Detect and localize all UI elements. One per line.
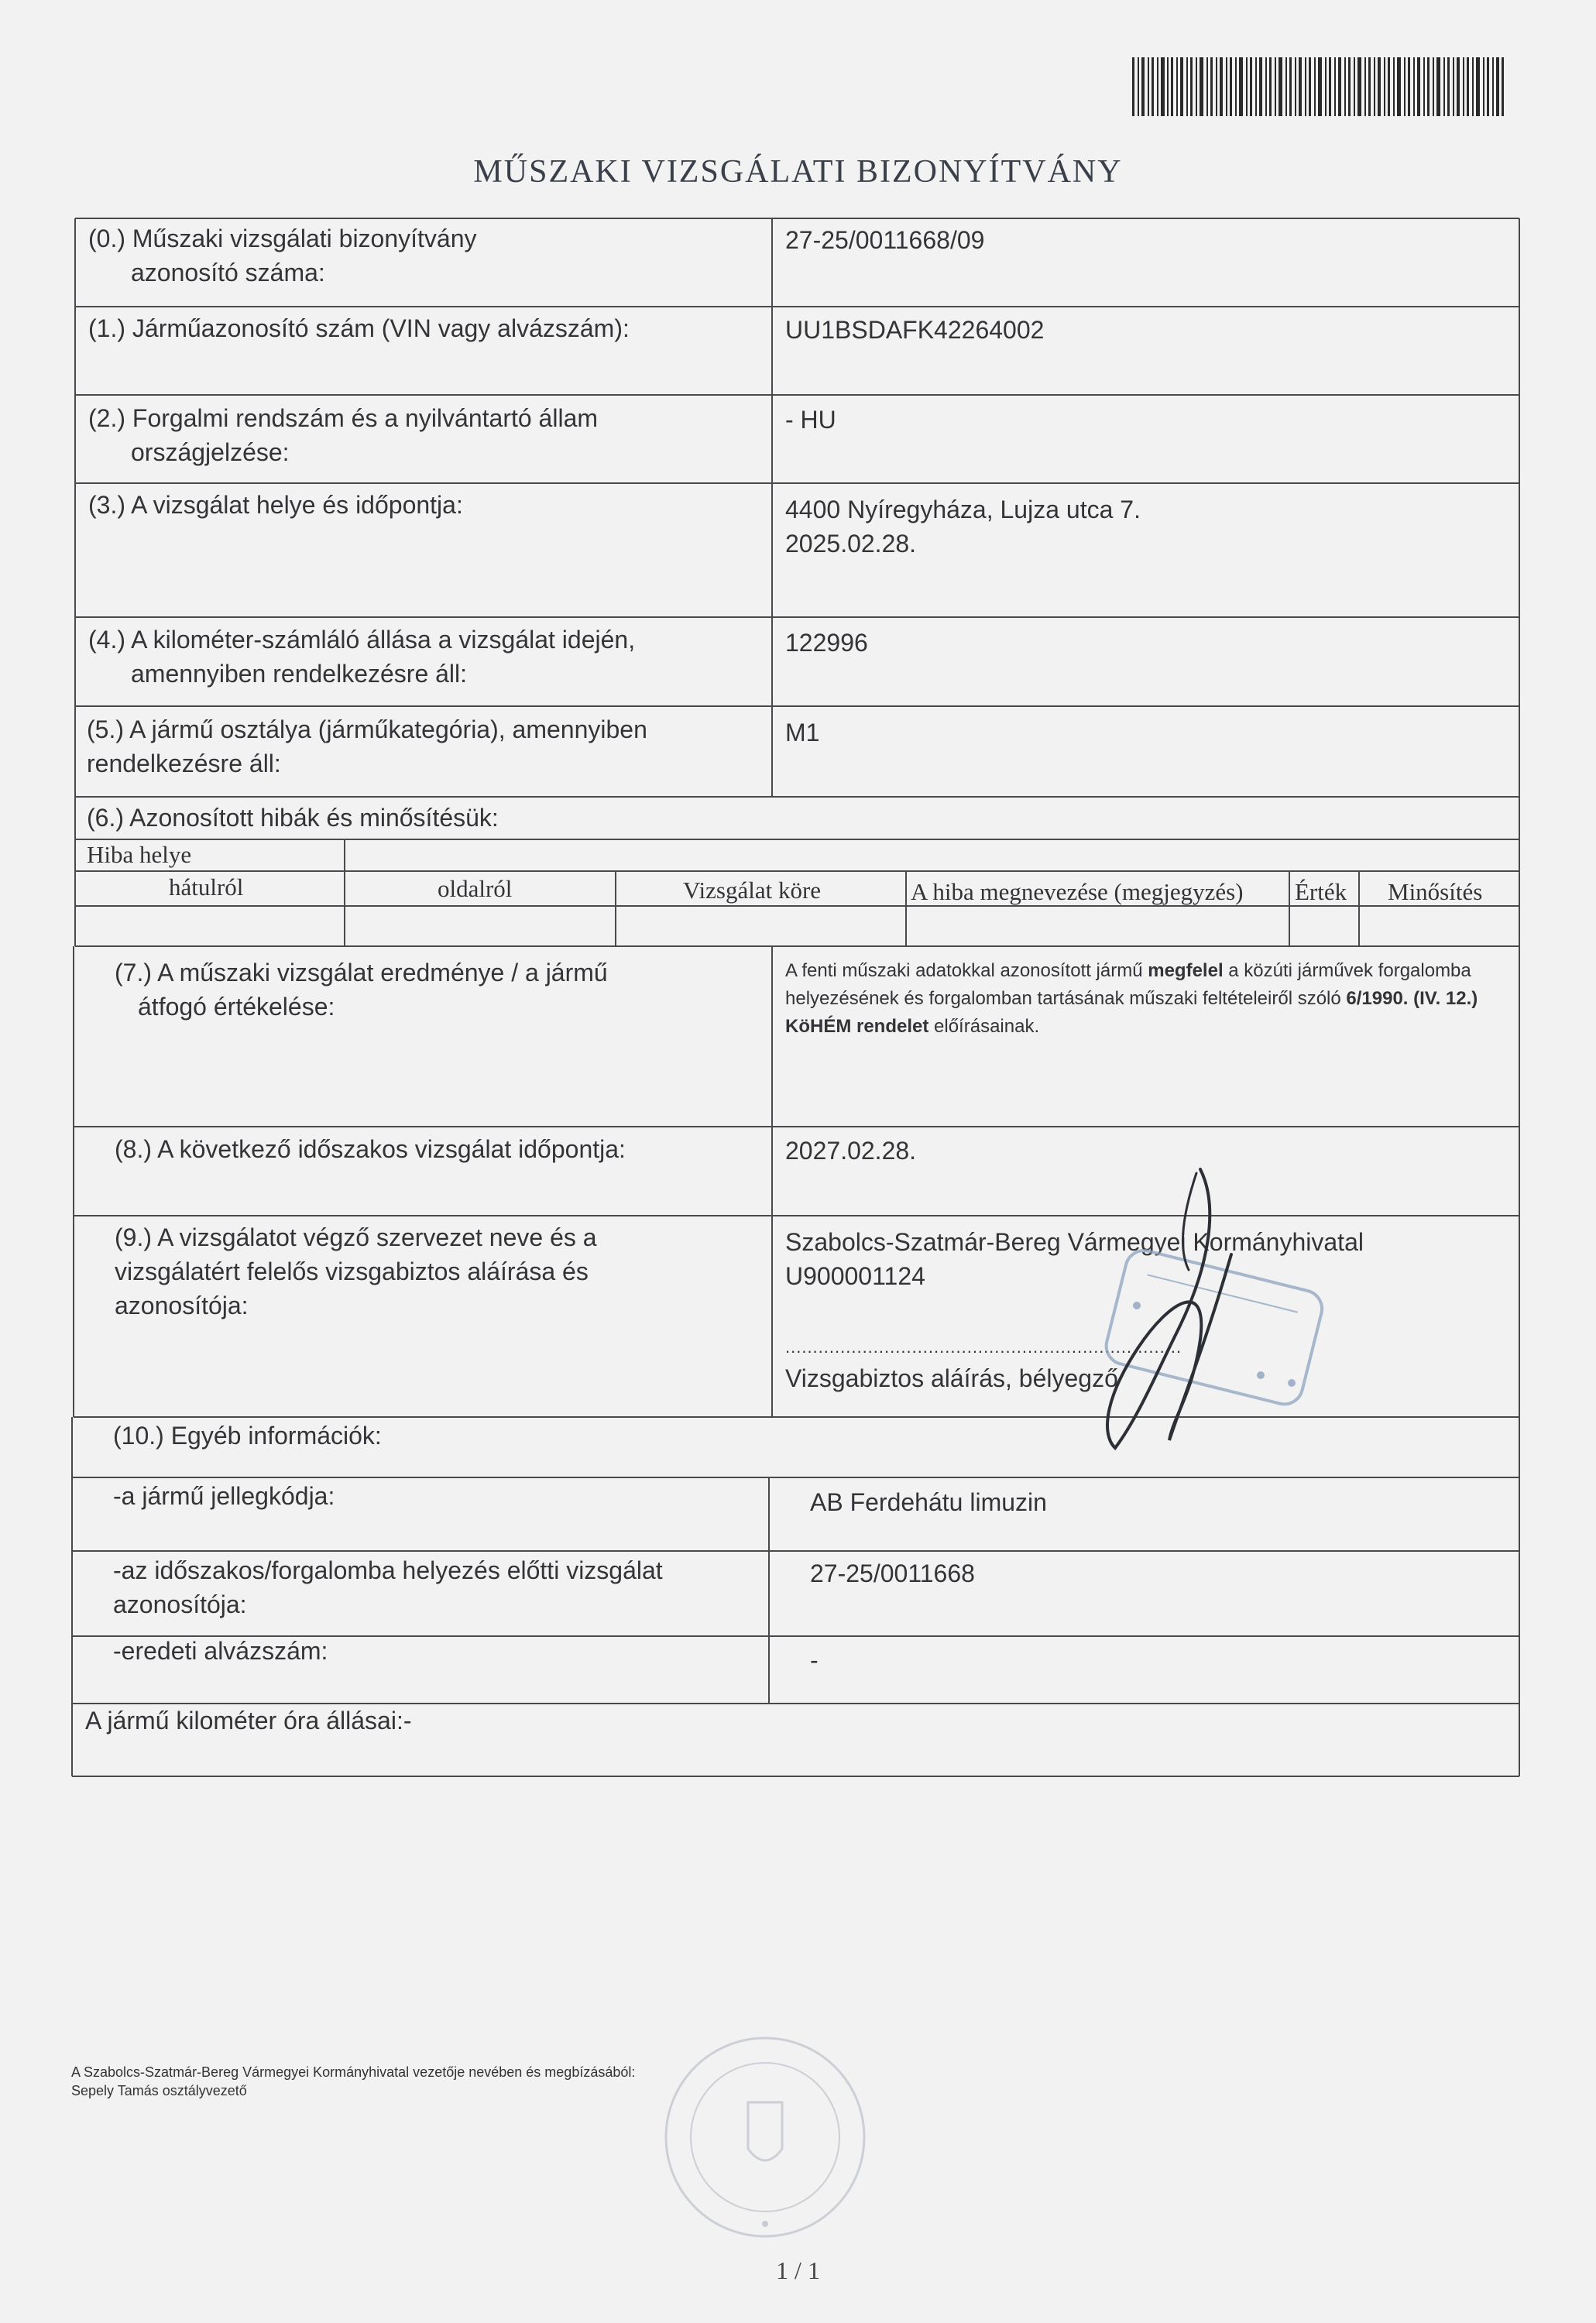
inspection-org-value: Szabolcs-Szatmár-Bereg Vármegyei Kormányhivatal U900001124 xyxy=(785,1228,1364,1290)
inspection-result-text: A fenti műszaki adatokkal azonosított jármű megfelel a közúti járművek forgalomba helyezésének és forgalomban tartásának műszaki feltételeiről szóló 6/1990. (IV. 12.) KöHÉM rendelet előírásainak. xyxy=(785,960,1478,1037)
defect-col-side: oldalról xyxy=(438,875,513,902)
vehicle-class-value: M1 xyxy=(785,719,820,746)
row-3-label: (3.) A vizsgálat helye és időpontja: xyxy=(88,491,463,519)
row-9-label: (9.) A vizsgálatot végző szervezet neve és a vizsgálatért felelős vizsgabiztos aláírása és azonosítója: xyxy=(115,1223,597,1319)
row-7-label: (7.) A műszaki vizsgálat eredménye / a jármű átfogó értékelése: xyxy=(115,959,608,1021)
defect-col-scope: Vizsgálat köre xyxy=(683,877,822,904)
original-chassis-label: -eredeti alvázszám: xyxy=(113,1637,328,1665)
row-10-label: (10.) Egyéb információk: xyxy=(113,1422,382,1450)
row-5-label: (5.) A jármű osztálya (járműkategória), amennyiben rendelkezésre áll: xyxy=(87,715,647,777)
document-title: MŰSZAKI VIZSGÁLATI BIZONYÍTVÁNY xyxy=(473,154,1123,190)
official-round-seal xyxy=(649,2021,881,2253)
row-2-label: (2.) Forgalmi rendszám és a nyilvántartó állam országjelzése: xyxy=(88,404,599,466)
footer-note: A Szabolcs-Szatmár-Bereg Vármegyei Kormányhivatal vezetője nevében és megbízásából: Sepely Tamás osztályvezető xyxy=(71,2064,636,2098)
vin-value: UU1BSDAFK42264002 xyxy=(785,316,1045,344)
defect-col-value: Érték xyxy=(1295,878,1347,905)
row-6-label: (6.) Azonosított hibák és minősítésük: xyxy=(87,804,499,832)
defect-col-description: A hiba megnevezése (megjegyzés) xyxy=(911,878,1244,905)
inspector-signature xyxy=(1084,1162,1239,1456)
odometer-value: 122996 xyxy=(785,629,868,657)
row-8-label: (8.) A következő időszakos vizsgálat időpontja: xyxy=(115,1135,626,1163)
row-0-label: (0.) Műszaki vizsgálati bizonyítvány azonosító száma: xyxy=(88,225,477,287)
vehicle-type-code-label: -a jármű jellegkódja: xyxy=(113,1482,335,1510)
defect-col-rear: hátulról xyxy=(169,873,244,901)
odometer-history-label: A jármű kilométer óra állásai:- xyxy=(85,1707,412,1735)
page-number: 1 / 1 xyxy=(776,2256,820,2284)
defect-col-rating: Minősítés xyxy=(1388,878,1483,905)
defect-location-header: Hiba helye xyxy=(87,841,192,868)
signature-dots: ........................................................................ xyxy=(785,1337,1182,1357)
previous-inspection-label: -az időszakos/forgalomba helyezés előtti vizsgálat azonosítója: xyxy=(113,1556,663,1618)
plate-value: - HU xyxy=(785,406,836,434)
row-4-label: (4.) A kilométer-számláló állása a vizsgálat idején, amennyiben rendelkezésre áll: xyxy=(88,626,636,688)
certificate-id-value: 27-25/0011668/09 xyxy=(785,226,985,254)
inspection-place-date-value: 4400 Nyíregyháza, Lujza utca 7. 2025.02.28. xyxy=(785,496,1141,558)
vehicle-type-code-value: AB Ferdehátu limuzin xyxy=(810,1488,1047,1516)
next-inspection-value: 2027.02.28. xyxy=(785,1137,917,1165)
signature-caption: Vizsgabiztos aláírás, bélyegző xyxy=(785,1364,1118,1392)
previous-inspection-value: 27-25/0011668 xyxy=(810,1560,975,1587)
row-1-label: (1.) Járműazonosító szám (VIN vagy alvázszám): xyxy=(88,314,630,342)
original-chassis-value: - xyxy=(810,1646,819,1674)
